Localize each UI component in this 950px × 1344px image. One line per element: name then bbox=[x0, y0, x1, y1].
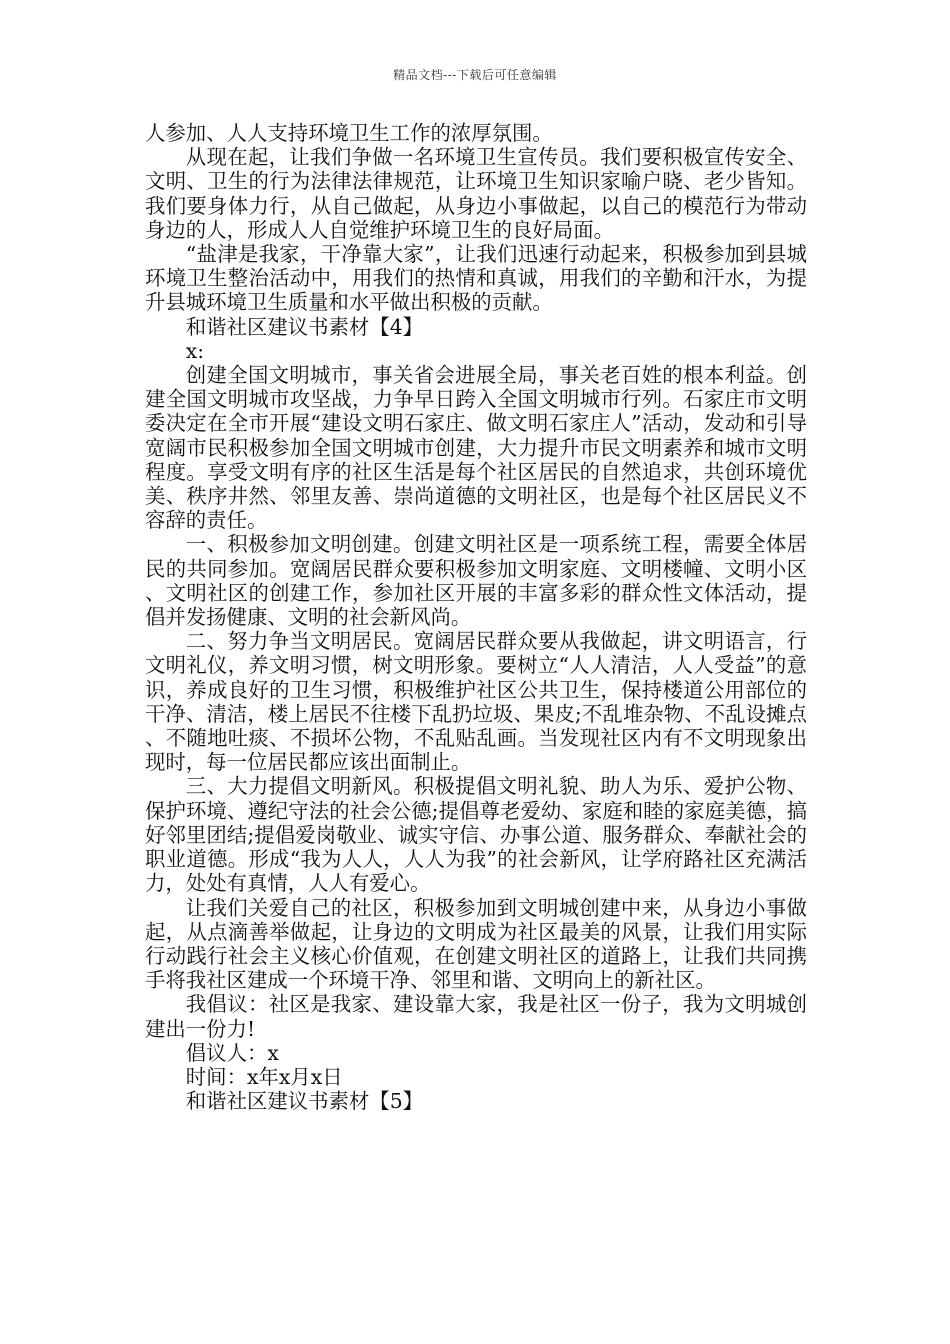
paragraph: 我倡议：社区是我家、建设靠大家，我是社区一份子，我为文明城创建出一份力! bbox=[145, 992, 807, 1041]
page-header: 精品文档---下载后可任意编辑 bbox=[393, 68, 557, 82]
date-line: 时间：x年x月x日 bbox=[185, 1064, 343, 1089]
paragraph: 人参加、人人支持环境卫生工作的浓厚氛围。 bbox=[145, 121, 553, 145]
paragraph: 二、努力争当文明居民。宽阔居民群众要从我做起，讲文明语言，行文明礼仪，养文明习惯，树文明形象。要树立“人人清洁，人人受益”的意识，养成良好的卫生习惯，积极维护社区公共卫生，保持楼道公用部位的干净、清洁，楼上居民不往楼下乱扔垃圾、果皮;不乱堆杂物、不乱设摊点、不随地吐痰、不损坏公物，不乱贴乱画。当发现社区内有不文明现象出现时，每一位居民都应该出面制止。 bbox=[145, 629, 807, 775]
paragraph: 从现在起，让我们争做一名环境卫生宣传员。我们要积极宣传安全、文明、卫生的行为法律法律规范，让环境卫生知识家喻户晓、老少皆知。我们要身体力行，从自己做起，从身边小事做起，以自己的模范行为带动身边的人，形成人人自觉维护环境卫生的良好局面。 bbox=[145, 145, 807, 242]
paragraph: 一、积极参加文明创建。创建文明社区是一项系统工程，需要全体居民的共同参加。宽阔居民群众要积极参加文明家庭、文明楼幢、文明小区、文明社区的创建工作，参加社区开展的丰富多彩的群众性文体活动，提倡并发扬健康、文明的社会新风尚。 bbox=[145, 532, 807, 630]
salutation: x: bbox=[185, 338, 205, 363]
section-heading: 和谐社区建议书素材【4】 bbox=[185, 314, 424, 339]
paragraph: “盐津是我家，干净靠大家”，让我们迅速行动起来，积极参加到县城环境卫生整治活动中，用我们的热情和真诚，用我们的辛勤和汗水，为提升县城环境卫生质量和水平做出积极的贡献。 bbox=[145, 242, 807, 315]
section-heading: 和谐社区建议书素材【5】 bbox=[185, 1089, 424, 1114]
document-body bbox=[145, 121, 807, 1113]
paragraph: 让我们关爱自己的社区，积极参加到文明城创建中来，从身边小事做起，从点滴善举做起，让身边的文明成为社区最美的风景，让我们用实际行动践行社会主义核心价值观，在创建文明社区的道路上，让我们共同携手将我社区建成一个环境干净、邻里和谐、文明向上的新社区。 bbox=[145, 895, 807, 993]
paragraph: 创建全国文明城市，事关省会进展全局，事关老百姓的根本利益。创建全国文明城市攻坚战，力争早日跨入全国文明城市行列。石家庄市文明委决定在全市开展“建设文明石家庄、做文明石家庄人”活动，发动和引导宽阔市民积极参加全国文明城市创建，大力提升市民文明素养和城市文明程度。享受文明有序的社区生活是每个社区居民的自然追求，共创环境优美、秩序井然、邻里友善、崇尚道德的文明社区，也是每个社区居民义不容辞的责任。 bbox=[145, 363, 807, 533]
paragraph: 三、大力提倡文明新风。积极提倡文明礼貌、助人为乐、爱护公物、保护环境、遵纪守法的社会公德;提倡尊老爱幼、家庭和睦的家庭美德，搞好邻里团结;提倡爱岗敬业、诚实守信、办事公道、服务群众、奉献社会的职业道德。形成“我为人人，人人为我”的社会新风，让学府路社区充满活力，处处有真情，人人有爱心。 bbox=[145, 774, 807, 896]
signature-line: 倡议人：x bbox=[185, 1040, 279, 1065]
